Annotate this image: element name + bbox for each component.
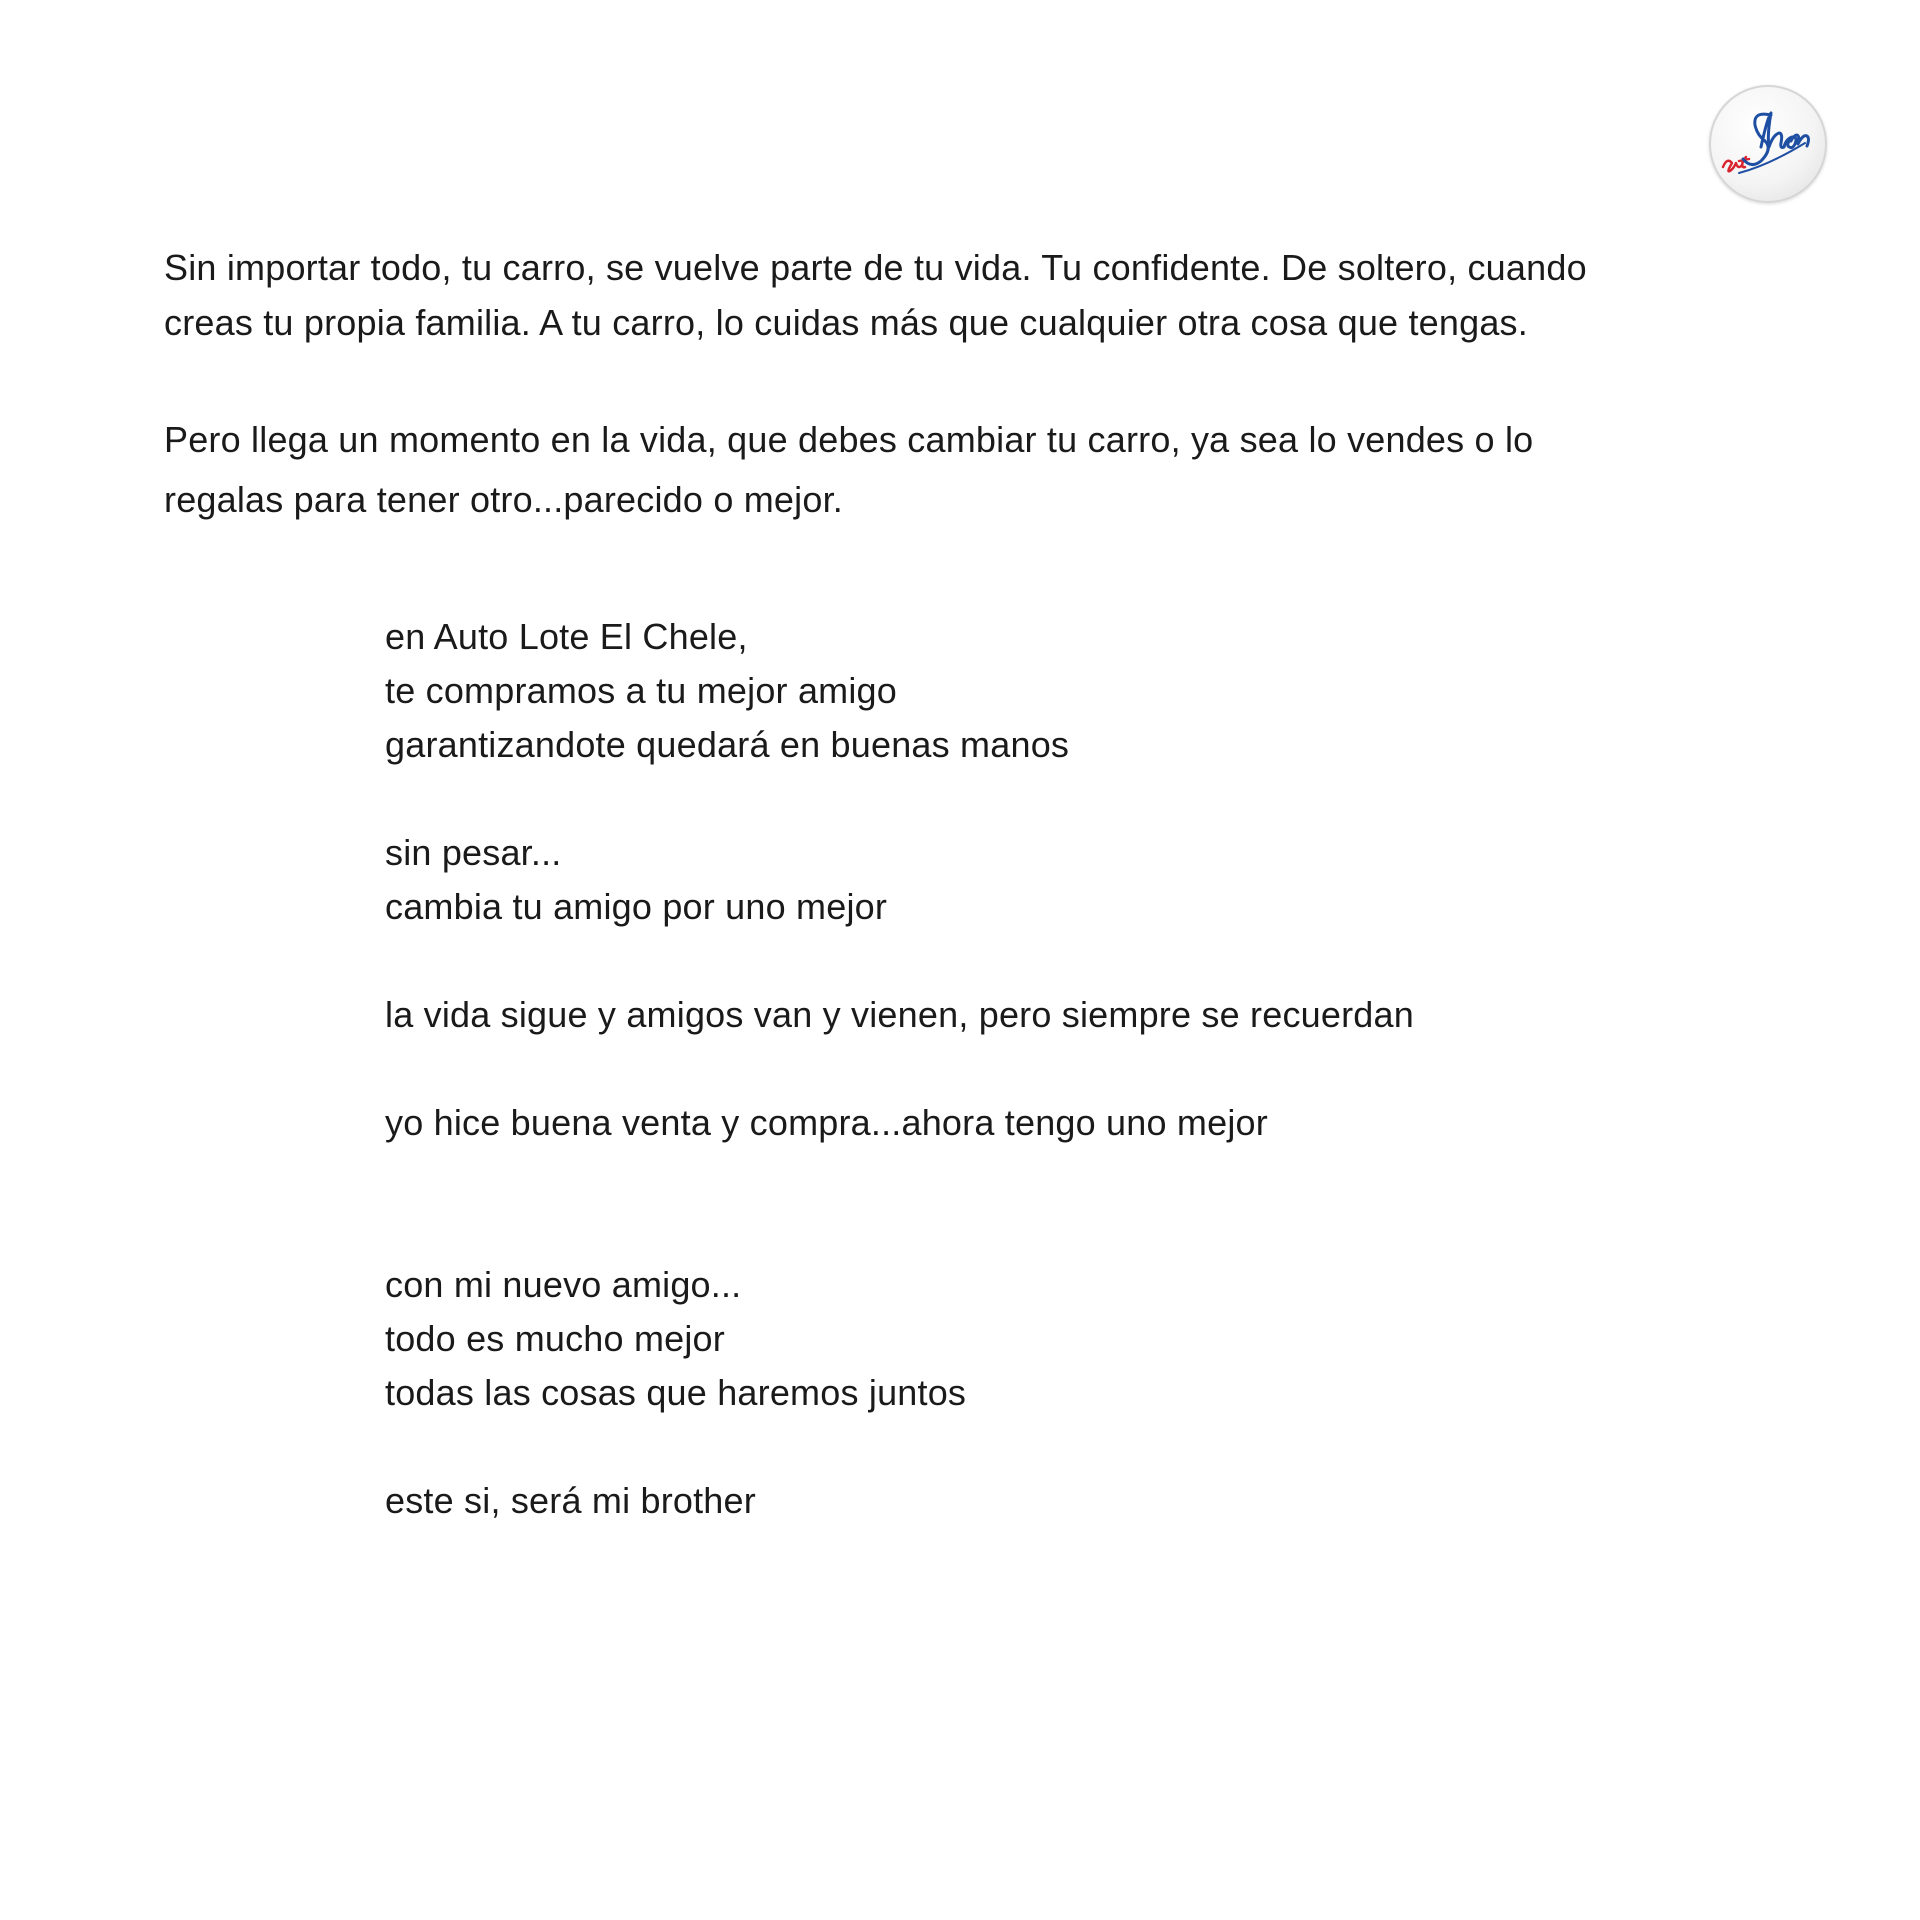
poem <box>385 610 1785 1528</box>
poem-line: sin pesar... <box>385 832 562 873</box>
poem-line: garantizandote quedará en buenas manos <box>385 724 1070 765</box>
poem-line: todo es mucho mejor <box>385 1318 725 1359</box>
logo-signature-icon <box>1709 85 1827 203</box>
poem-stanza <box>385 1258 1785 1420</box>
paragraph-line: creas tu propia familia. A tu carro, lo cuidas más que cualquier otra cosa que tengas. <box>164 302 1528 343</box>
poem-line: la vida sigue y amigos van y vienen, pero siempre se recuerdan <box>385 994 1414 1035</box>
intro-paragraph-2 <box>164 410 1824 530</box>
poem-line: en Auto Lote El Chele, <box>385 616 748 657</box>
poem-stanza <box>385 1096 1785 1150</box>
poem-stanza <box>385 826 1785 934</box>
brand-logo <box>1709 85 1827 203</box>
paragraph-line: regalas para tener otro...parecido o mejor. <box>164 479 843 520</box>
poem-stanza <box>385 610 1785 772</box>
poem-line: este si, será mi brother <box>385 1480 756 1521</box>
poem-line: con mi nuevo amigo... <box>385 1264 742 1305</box>
paragraph-line: Pero llega un momento en la vida, que debes cambiar tu carro, ya sea lo vendes o lo <box>164 419 1534 460</box>
poem-line: te compramos a tu mejor amigo <box>385 670 897 711</box>
poem-stanza <box>385 988 1785 1042</box>
poem-line: cambia tu amigo por uno mejor <box>385 886 888 927</box>
intro-paragraph-1 <box>164 240 1824 350</box>
paragraph-line: Sin importar todo, tu carro, se vuelve parte de tu vida. Tu confidente. De soltero, cuando <box>164 247 1587 288</box>
intro-text <box>164 240 1824 530</box>
poem-stanza <box>385 1474 1785 1528</box>
poem-line: todas las cosas que haremos juntos <box>385 1372 967 1413</box>
poem-line: yo hice buena venta y compra...ahora tengo uno mejor <box>385 1102 1268 1143</box>
